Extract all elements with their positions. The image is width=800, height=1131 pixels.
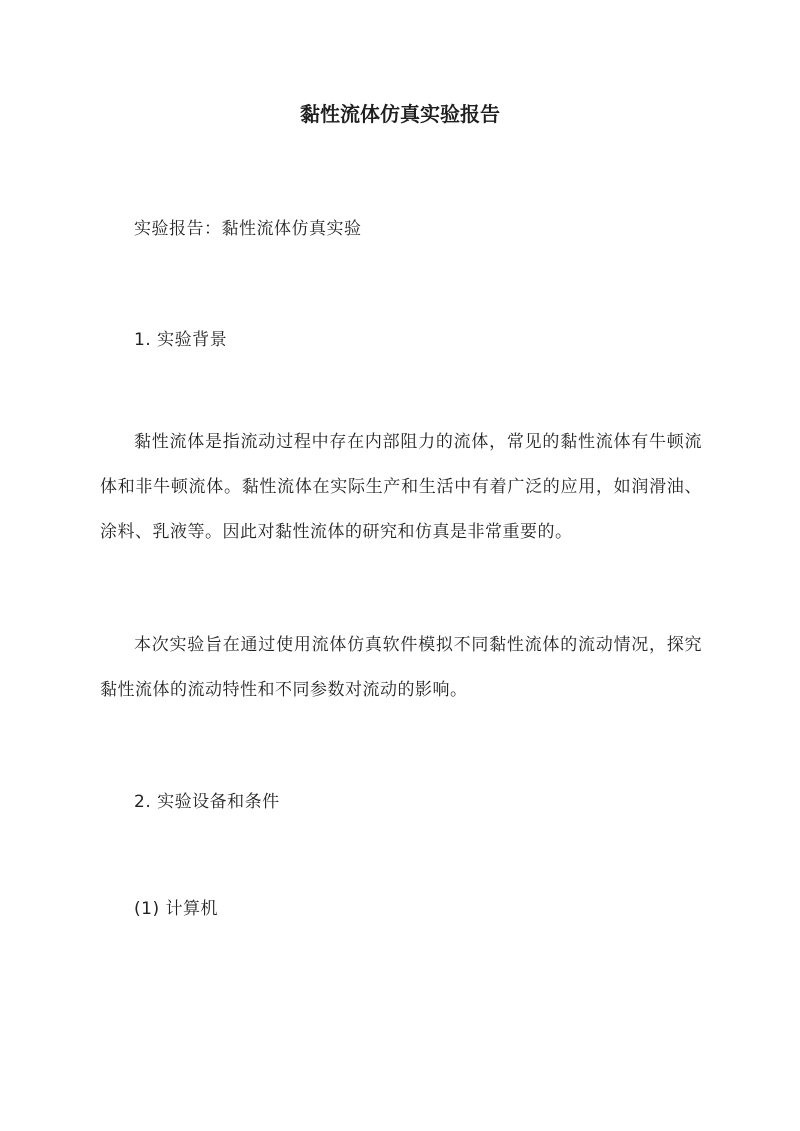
equipment-item-computer: (1) 计算机 <box>134 899 218 919</box>
section-heading-background: 1. 实验背景 <box>134 330 228 350</box>
background-paragraph-1: 黏性流体是指流动过程中存在内部阻力的流体，常见的黏性流体有牛顿流体和非牛顿流体。黏性流体在实际生产和生活中有着广泛的应用，如润滑油、涂料、乳液等。因此对黏性流体的研究和仿真是非常重要的。 <box>100 432 702 542</box>
background-paragraph-2: 本次实验旨在通过使用流体仿真软件模拟不同黏性流体的流动情况，探究黏性流体的流动特性和不同参数对流动的影响。 <box>100 635 702 700</box>
report-subtitle: 实验报告：黏性流体仿真实验 <box>134 219 362 239</box>
document-title: 黏性流体仿真实验报告 <box>300 102 500 126</box>
section-heading-equipment: 2. 实验设备和条件 <box>134 792 280 812</box>
